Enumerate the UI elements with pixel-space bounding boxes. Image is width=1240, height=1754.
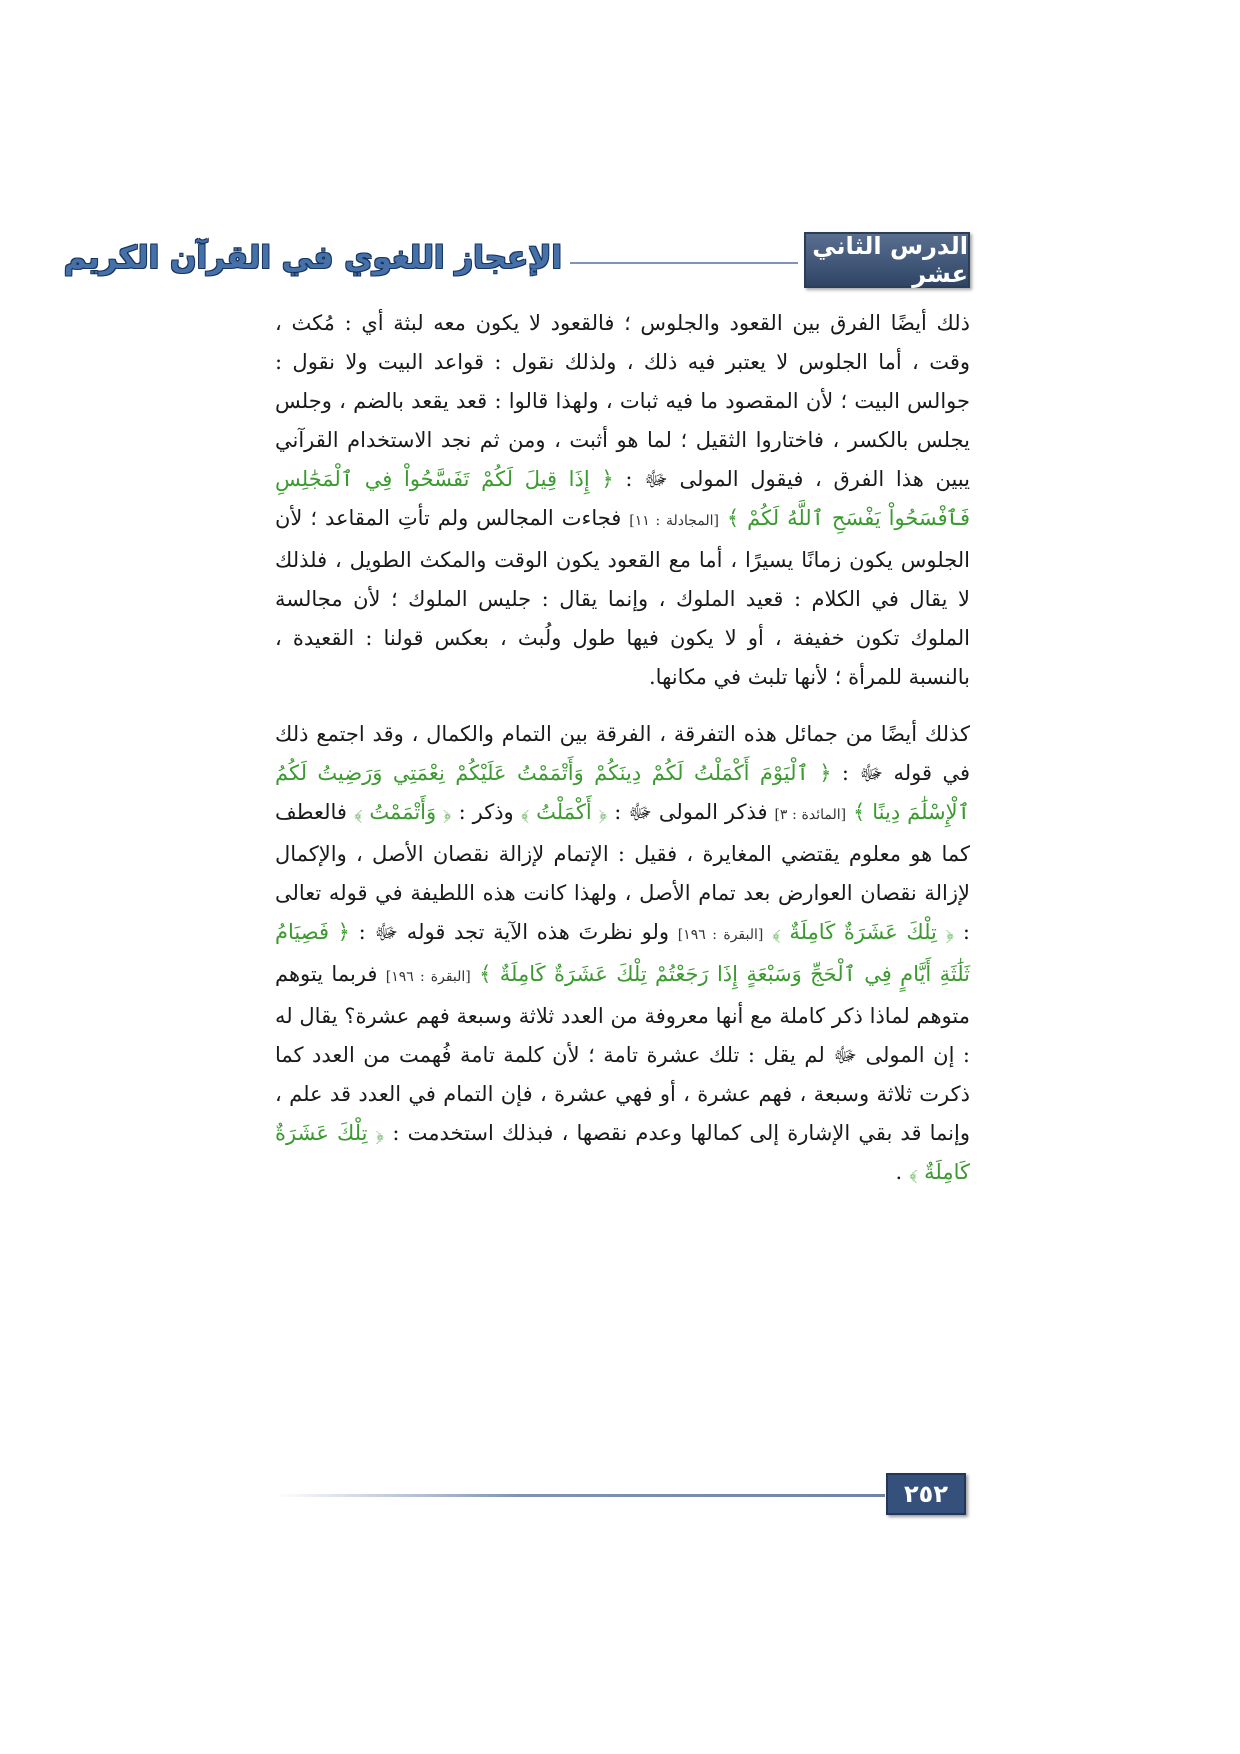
quran-verse: ﴿ ٱلْيَوْمَ أَكْمَلْتُ لَكُمْ دِينَكُمْ وَأَتْمَمْتُ عَلَيْكُمْ نِعْمَتِي وَرَضِيتُ لَكُمُ ٱلْإِسْلَٰمَ دِينًا ﴾	[275, 761, 970, 824]
page-header	[63, 232, 970, 288]
text-span: وذكر :	[458, 800, 514, 824]
quran-verse: ﴿ فَصِيَامُ ثَلَٰثَةِ أَيَّامٍ فِي ٱلْحَجِّ وَسَبْعَةٍ إِذَا رَجَعْتُمْ تِلْكَ عَشَرَةٌ كَامِلَةٌ ﴾	[275, 920, 970, 986]
paragraph-1	[275, 304, 970, 697]
text-span: فذكر المولى ﷻ :	[614, 800, 768, 824]
header-divider	[570, 262, 798, 264]
text-span: كذلك أيضًا من جمائل هذه التفرقة ، الفرقة بين التمام والكمال ، وقد اجتمع ذلك في قوله ﷻ :	[275, 722, 970, 785]
text-span: فربما يتوهم متوهم لماذا ذكر كاملة مع أنها معروفة من العدد ثلاثة وسبعة فهم عشرة؟ يقال له : إن المولى ﷻ لم يقل : تلك عشرة تامة ؛ لأن كلمة تامة فُهمت من العدد كما ذكرت ثلاثة وسبعة ، فهم عشرة ، أو فهي عشرة ، فإن التمام في العدد قد علم ، وإنما قد بقي الإشارة إلى كمالها وعدم نقصها ، فبذلك استخدمت :	[275, 962, 970, 1145]
text-span: ولو نظرتَ هذه الآية تجد قوله ﷻ :	[358, 920, 670, 944]
quran-word: ﴿ أَكْمَلْتُ ﴾	[520, 800, 608, 824]
text-span: فالعطف كما هو معلوم يقتضي المغايرة ، فقيل : الإتمام لإزالة نقصان الأصل ، والإكمال لإزالة نقصان العوارض بعد تمام الأصل ، ولهذا كانت هذه اللطيفة في قوله تعالى :	[275, 800, 970, 944]
book-title: الإعجاز اللغوي في القرآن الكريم	[63, 240, 562, 276]
page-number: ٢٥٢	[886, 1473, 966, 1515]
footer-divider	[275, 1494, 885, 1497]
quran-word: ﴿ وَأَتْمَمْتُ ﴾	[353, 800, 452, 824]
text-span: ذلك أيضًا الفرق بين القعود والجلوس ؛ فالقعود لا يكون معه لبثة أي : مُكث ، وقت ، أما الجلوس لا يعتبر فيه ذلك ، ولذلك نقول : قواعد البيت ولا نقول : جوالس البيت ؛ لأن المقصود ما فيه ثبات ، ولهذا قالوا : قعد يقعد بالضم ، وجلس يجلس بالكسر ، فاختاروا الثقيل ؛ لما هو أثبت ، ومن ثم نجد الاستخدام القرآني يبين هذا الفرق ، فيقول المولى ﷻ :	[275, 311, 970, 491]
quran-verse: ﴿ إِذَا قِيلَ لَكُمْ تَفَسَّحُواْ فِي ٱلْمَجَٰلِسِ فَٱفْسَحُواْ يَفْسَحِ ٱللَّهُ لَكُمْ ﴾	[275, 467, 970, 530]
verse-reference: [البقرة : ١٩٦]	[385, 969, 471, 985]
verse-reference: [المجادلة : ١١]	[629, 513, 719, 529]
quran-verse: ﴿ تِلْكَ عَشَرَةٌ كَامِلَةٌ ﴾	[772, 920, 955, 944]
page-body	[275, 304, 970, 1192]
verse-reference: [المائدة : ٣]	[774, 807, 847, 823]
text-span: .	[895, 1160, 903, 1184]
verse-reference: [البقرة : ١٩٦]	[677, 927, 764, 943]
paragraph-2	[275, 715, 970, 1192]
lesson-label: الدرس الثاني عشر	[804, 232, 970, 288]
quran-verse: ﴿ تِلْكَ عَشَرَةٌ كَامِلَةٌ ﴾	[275, 1121, 970, 1184]
text-span: فجاءت المجالس ولم تأتِ المقاعد ؛ لأن الجلوس يكون زمانًا يسيرًا ، أما مع القعود يكون الوقت والمكث الطويل ، فلذلك لا يقال في الكلام : قعيد الملوك ، وإنما يقال : جليس الملوك ؛ لأن مجالسة الملوك تكون خفيفة ، أو لا يكون فيها طول ولُبث ، بعكس قولنا : القعيدة ، بالنسبة للمرأة ؛ لأنها تلبث في مكانها.	[275, 506, 970, 689]
